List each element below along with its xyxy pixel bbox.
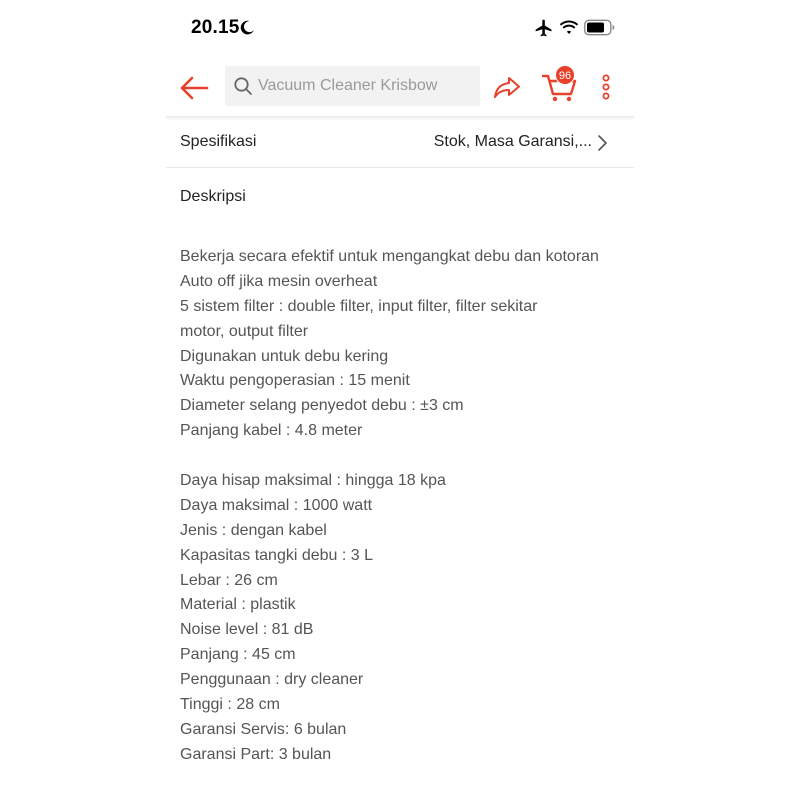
search-icon xyxy=(233,76,253,96)
specification-row[interactable] xyxy=(166,120,634,168)
description-line: Jenis : dengan kabel xyxy=(180,521,327,539)
wifi-icon xyxy=(559,19,579,36)
description-body xyxy=(180,245,630,768)
status-bar xyxy=(166,0,634,56)
description-line: Noise level : 81 dB xyxy=(180,621,314,639)
description-title: Deskripsi xyxy=(180,188,246,205)
cart-count-badge: 96 xyxy=(555,65,575,85)
phone-screen xyxy=(166,0,634,800)
description-line: Garansi Part: 3 bulan xyxy=(180,745,332,763)
description-line: Bekerja secara efektif untuk mengangkat debu dan kotoran xyxy=(180,248,599,265)
airplane-icon xyxy=(534,18,554,38)
search-input[interactable] xyxy=(225,66,480,106)
status-time: 20.15 xyxy=(191,17,240,38)
chevron-right-icon xyxy=(596,134,608,152)
battery-icon xyxy=(584,19,616,36)
moon-icon xyxy=(239,19,256,36)
specification-label: Spesifikasi xyxy=(180,133,257,150)
description-line: Panjang kabel : 4.8 meter xyxy=(180,422,363,440)
description-line: Waktu pengoperasian : 15 menit xyxy=(180,372,410,390)
description-line: Auto off jika mesin overheat xyxy=(180,272,378,290)
description-line: Material : plastik xyxy=(180,596,296,614)
share-icon[interactable] xyxy=(492,72,522,102)
description-line: motor, output filter xyxy=(180,322,309,340)
description-line: Diameter selang penyedot debu : ±3 cm xyxy=(180,397,464,415)
description-line: Penggunaan : dry cleaner xyxy=(180,671,364,689)
specification-summary: Stok, Masa Garansi,... xyxy=(433,133,592,150)
description-spacer xyxy=(180,444,630,469)
search-placeholder: Vacuum Cleaner Krisbow xyxy=(258,77,438,94)
description-line: Lebar : 26 cm xyxy=(180,571,278,589)
description-line: Kapasitas tangki debu : 3 L xyxy=(180,546,374,564)
top-nav-bar xyxy=(166,60,634,116)
more-options-icon[interactable] xyxy=(598,72,614,102)
description-line: Tinggi : 28 cm xyxy=(180,696,280,714)
description-line: Panjang : 45 cm xyxy=(180,646,296,664)
description-line: Daya maksimal : 1000 watt xyxy=(180,496,373,514)
description-line: Garansi Servis: 6 bulan xyxy=(180,720,347,738)
description-line: Digunakan untuk debu kering xyxy=(180,347,389,365)
description-line: 5 sistem filter : double filter, input filter, filter sekitar xyxy=(180,297,538,315)
back-arrow-icon[interactable] xyxy=(176,70,212,106)
description-line: Daya hisap maksimal : hingga 18 kpa xyxy=(180,472,446,490)
